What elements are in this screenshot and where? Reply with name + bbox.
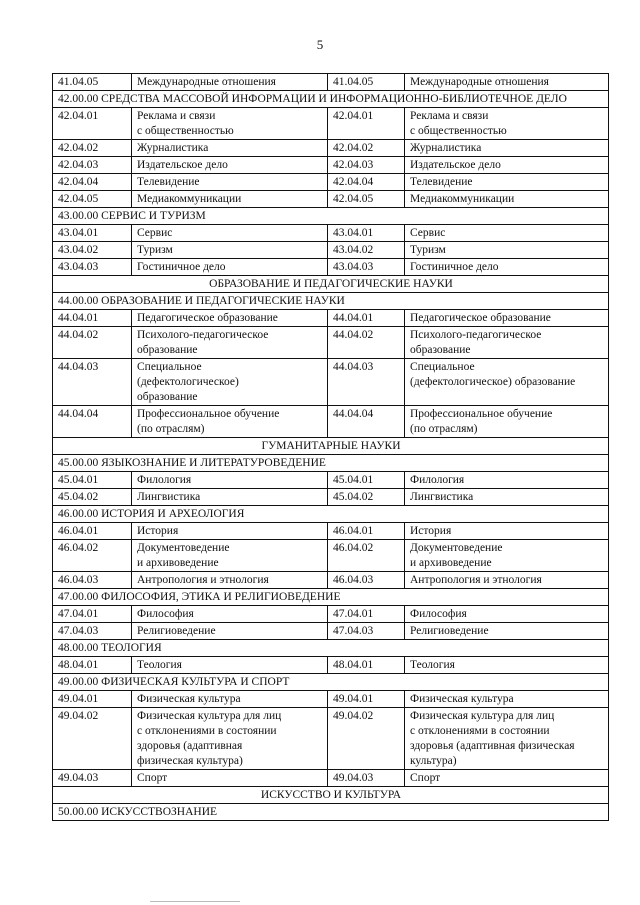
name-cell <box>405 657 609 674</box>
name-cell <box>132 74 328 91</box>
name-line: Филология <box>137 474 192 486</box>
code-cell: 49.04.02 <box>328 708 405 770</box>
name-line: с отклонениями в состоянии <box>137 725 277 737</box>
name-line: Сервис <box>410 227 446 239</box>
name-line: История <box>137 525 179 537</box>
name-cell <box>405 359 609 406</box>
code-cell: 42.04.03 <box>53 157 132 174</box>
table-row <box>53 108 609 140</box>
name-line: Философия <box>137 608 194 620</box>
code-cell: 43.04.01 <box>53 225 132 242</box>
name-cell <box>405 242 609 259</box>
name-line: Антропология и этнология <box>410 574 542 586</box>
table-row <box>53 174 609 191</box>
section-header: 44.00.00 ОБРАЗОВАНИЕ И ПЕДАГОГИЧЕСКИЕ НАУКИ <box>53 293 609 310</box>
code-cell: 42.04.04 <box>328 174 405 191</box>
name-line: Медиакоммуникации <box>410 193 515 205</box>
name-line: Физическая культура для лиц <box>410 710 555 722</box>
name-line: Философия <box>410 608 467 620</box>
name-line: Туризм <box>137 244 173 256</box>
name-line: Физическая культура <box>137 693 241 705</box>
name-line: (дефектологическое) <box>137 376 239 388</box>
name-cell <box>405 191 609 208</box>
section-header: 46.00.00 ИСТОРИЯ И АРХЕОЛОГИЯ <box>53 506 609 523</box>
name-cell <box>132 108 328 140</box>
code-cell: 44.04.01 <box>328 310 405 327</box>
name-line: Журналистика <box>410 142 482 154</box>
name-cell <box>132 657 328 674</box>
code-cell: 42.04.01 <box>53 108 132 140</box>
section-header-row <box>53 91 609 108</box>
name-line: Международные отношения <box>137 76 276 88</box>
name-line: образование <box>137 391 198 403</box>
name-line: Психолого-педагогическое <box>137 329 269 341</box>
code-cell: 44.04.03 <box>53 359 132 406</box>
code-cell: 43.04.02 <box>328 242 405 259</box>
code-cell: 42.04.02 <box>328 140 405 157</box>
code-cell: 41.04.05 <box>328 74 405 91</box>
name-line: Документоведение <box>410 542 503 554</box>
name-line: Лингвистика <box>410 491 474 503</box>
name-cell <box>132 174 328 191</box>
name-line: физическая культура) <box>137 755 243 767</box>
code-cell: 46.04.03 <box>328 572 405 589</box>
name-line: Телевидение <box>410 176 473 188</box>
code-cell: 44.04.04 <box>53 406 132 438</box>
name-line: Лингвистика <box>137 491 201 503</box>
name-line: Гостиничное дело <box>410 261 499 273</box>
name-cell <box>132 489 328 506</box>
name-line: Религиоведение <box>137 625 216 637</box>
name-line: Педагогическое образование <box>137 312 278 324</box>
table-row <box>53 623 609 640</box>
name-cell <box>132 770 328 787</box>
table-row <box>53 472 609 489</box>
section-header: 47.00.00 ФИЛОСОФИЯ, ЭТИКА И РЕЛИГИОВЕДЕНИЕ <box>53 589 609 606</box>
code-cell: 42.04.01 <box>328 108 405 140</box>
name-cell <box>132 140 328 157</box>
category-header-row <box>53 276 609 293</box>
name-cell <box>132 572 328 589</box>
code-cell: 44.04.02 <box>53 327 132 359</box>
table-row <box>53 359 609 406</box>
name-cell <box>132 606 328 623</box>
category-header: ОБРАЗОВАНИЕ И ПЕДАГОГИЧЕСКИЕ НАУКИ <box>53 276 609 293</box>
name-line: (по отраслям) <box>137 423 205 435</box>
name-cell <box>132 540 328 572</box>
code-cell: 44.04.04 <box>328 406 405 438</box>
name-line: Педагогическое образование <box>410 312 551 324</box>
name-line: Гостиничное дело <box>137 261 226 273</box>
name-line: Теология <box>137 659 182 671</box>
section-header: 42.00.00 СРЕДСТВА МАССОВОЙ ИНФОРМАЦИИ И ИНФОРМАЦИОННО-БИБЛИОТЕЧНОЕ ДЕЛО <box>53 91 609 108</box>
table-row <box>53 259 609 276</box>
name-line: История <box>410 525 452 537</box>
section-header-row <box>53 293 609 310</box>
name-line: Издательское дело <box>410 159 501 171</box>
table-row <box>53 157 609 174</box>
section-header: 50.00.00 ИСКУССТВОЗНАНИЕ <box>53 804 609 821</box>
specialties-table <box>52 73 609 821</box>
name-line: Реклама и связи <box>410 110 489 122</box>
name-cell <box>405 489 609 506</box>
name-line: образование <box>410 344 471 356</box>
category-header-row <box>53 787 609 804</box>
code-cell: 48.04.01 <box>328 657 405 674</box>
table-row <box>53 691 609 708</box>
name-line: Физическая культура <box>410 693 514 705</box>
table-row <box>53 406 609 438</box>
name-line: Документоведение <box>137 542 230 554</box>
code-cell: 47.04.03 <box>53 623 132 640</box>
code-cell: 49.04.01 <box>53 691 132 708</box>
code-cell: 49.04.01 <box>328 691 405 708</box>
name-cell <box>132 691 328 708</box>
table-row <box>53 540 609 572</box>
code-cell: 45.04.02 <box>53 489 132 506</box>
name-line: с общественностью <box>410 125 507 137</box>
section-header-row <box>53 506 609 523</box>
name-cell <box>405 406 609 438</box>
code-cell: 49.04.02 <box>53 708 132 770</box>
code-cell: 47.04.03 <box>328 623 405 640</box>
code-cell: 46.04.02 <box>328 540 405 572</box>
code-cell: 44.04.02 <box>328 327 405 359</box>
name-line: Теология <box>410 659 455 671</box>
name-line: Журналистика <box>137 142 209 154</box>
code-cell: 48.04.01 <box>53 657 132 674</box>
name-line: Специальное <box>410 361 475 373</box>
code-cell: 46.04.01 <box>328 523 405 540</box>
code-cell: 46.04.02 <box>53 540 132 572</box>
code-cell: 45.04.02 <box>328 489 405 506</box>
name-line: Издательское дело <box>137 159 228 171</box>
name-cell <box>132 406 328 438</box>
section-header: 48.00.00 ТЕОЛОГИЯ <box>53 640 609 657</box>
name-line: Медиакоммуникации <box>137 193 242 205</box>
code-cell: 42.04.02 <box>53 140 132 157</box>
name-cell <box>405 623 609 640</box>
table-row <box>53 708 609 770</box>
name-cell <box>132 225 328 242</box>
name-cell <box>405 691 609 708</box>
section-header: 43.00.00 СЕРВИС И ТУРИЗМ <box>53 208 609 225</box>
name-line: Международные отношения <box>410 76 549 88</box>
name-line: Религиоведение <box>410 625 489 637</box>
table-row <box>53 191 609 208</box>
section-header: 45.00.00 ЯЗЫКОЗНАНИЕ И ЛИТЕРАТУРОВЕДЕНИЕ <box>53 455 609 472</box>
name-cell <box>132 259 328 276</box>
name-line: здоровья (адаптивная физическая <box>410 740 575 752</box>
table-row <box>53 310 609 327</box>
table-body <box>53 74 609 821</box>
table-row <box>53 242 609 259</box>
code-cell: 47.04.01 <box>53 606 132 623</box>
name-cell <box>405 310 609 327</box>
name-line: Реклама и связи <box>137 110 216 122</box>
table-row <box>53 523 609 540</box>
code-cell: 44.04.01 <box>53 310 132 327</box>
name-cell <box>132 310 328 327</box>
code-cell: 49.04.03 <box>328 770 405 787</box>
name-line: Сервис <box>137 227 173 239</box>
name-cell <box>132 472 328 489</box>
section-header-row <box>53 455 609 472</box>
code-cell: 45.04.01 <box>328 472 405 489</box>
section-header-row <box>53 589 609 606</box>
name-cell <box>132 623 328 640</box>
section-header: 49.00.00 ФИЗИЧЕСКАЯ КУЛЬТУРА И СПОРТ <box>53 674 609 691</box>
name-cell <box>405 770 609 787</box>
name-line: Спорт <box>137 772 168 784</box>
section-header-row <box>53 804 609 821</box>
table-row <box>53 770 609 787</box>
name-line: Филология <box>410 474 465 486</box>
page-number: 5 <box>316 37 324 52</box>
name-line: Профессиональное обучение <box>137 408 280 420</box>
name-cell <box>132 191 328 208</box>
code-cell: 42.04.03 <box>328 157 405 174</box>
table-row <box>53 327 609 359</box>
table-row <box>53 657 609 674</box>
category-header-row <box>53 438 609 455</box>
name-cell <box>405 572 609 589</box>
name-line: культура) <box>410 755 457 767</box>
name-line: здоровья (адаптивная <box>137 740 243 752</box>
table-row <box>53 606 609 623</box>
code-cell: 45.04.01 <box>53 472 132 489</box>
name-cell <box>132 157 328 174</box>
name-line: Спорт <box>410 772 441 784</box>
code-cell: 44.04.03 <box>328 359 405 406</box>
name-line: Специальное <box>137 361 202 373</box>
name-cell <box>405 108 609 140</box>
code-cell: 43.04.03 <box>328 259 405 276</box>
name-cell <box>132 242 328 259</box>
table-row <box>53 225 609 242</box>
name-cell <box>132 523 328 540</box>
code-cell: 49.04.03 <box>53 770 132 787</box>
name-cell <box>405 327 609 359</box>
code-cell: 43.04.02 <box>53 242 132 259</box>
code-cell: 46.04.01 <box>53 523 132 540</box>
code-cell: 42.04.04 <box>53 174 132 191</box>
code-cell: 42.04.05 <box>328 191 405 208</box>
name-cell <box>405 606 609 623</box>
name-line: и архивоведение <box>410 557 492 569</box>
code-cell: 42.04.05 <box>53 191 132 208</box>
name-line: образование <box>137 344 198 356</box>
name-line: Телевидение <box>137 176 200 188</box>
code-cell: 41.04.05 <box>53 74 132 91</box>
name-cell <box>405 259 609 276</box>
table-row <box>53 140 609 157</box>
name-line: Профессиональное обучение <box>410 408 553 420</box>
name-line: и архивоведение <box>137 557 219 569</box>
name-cell <box>405 74 609 91</box>
name-cell <box>405 174 609 191</box>
table-row <box>53 74 609 91</box>
name-line: Антропология и этнология <box>137 574 269 586</box>
name-line: Физическая культура для лиц <box>137 710 282 722</box>
name-cell <box>132 327 328 359</box>
code-cell: 43.04.03 <box>53 259 132 276</box>
table-row <box>53 572 609 589</box>
name-cell <box>405 708 609 770</box>
table-row <box>53 489 609 506</box>
name-line: с отклонениями в состоянии <box>410 725 550 737</box>
code-cell: 43.04.01 <box>328 225 405 242</box>
name-cell <box>405 157 609 174</box>
category-header: ИСКУССТВО И КУЛЬТУРА <box>53 787 609 804</box>
name-line: с общественностью <box>137 125 234 137</box>
name-cell <box>405 225 609 242</box>
name-line: Психолого-педагогическое <box>410 329 542 341</box>
code-cell: 46.04.03 <box>53 572 132 589</box>
name-cell <box>405 540 609 572</box>
name-cell <box>405 472 609 489</box>
section-header-row <box>53 674 609 691</box>
category-header: ГУМАНИТАРНЫЕ НАУКИ <box>53 438 609 455</box>
section-header-row <box>53 208 609 225</box>
name-cell <box>405 523 609 540</box>
name-line: (по отраслям) <box>410 423 478 435</box>
name-cell <box>405 140 609 157</box>
name-line: (дефектологическое) образование <box>410 376 576 388</box>
name-line: Туризм <box>410 244 446 256</box>
scan-artifact-line <box>150 901 240 902</box>
name-cell <box>132 359 328 406</box>
code-cell: 47.04.01 <box>328 606 405 623</box>
section-header-row <box>53 640 609 657</box>
name-cell <box>132 708 328 770</box>
